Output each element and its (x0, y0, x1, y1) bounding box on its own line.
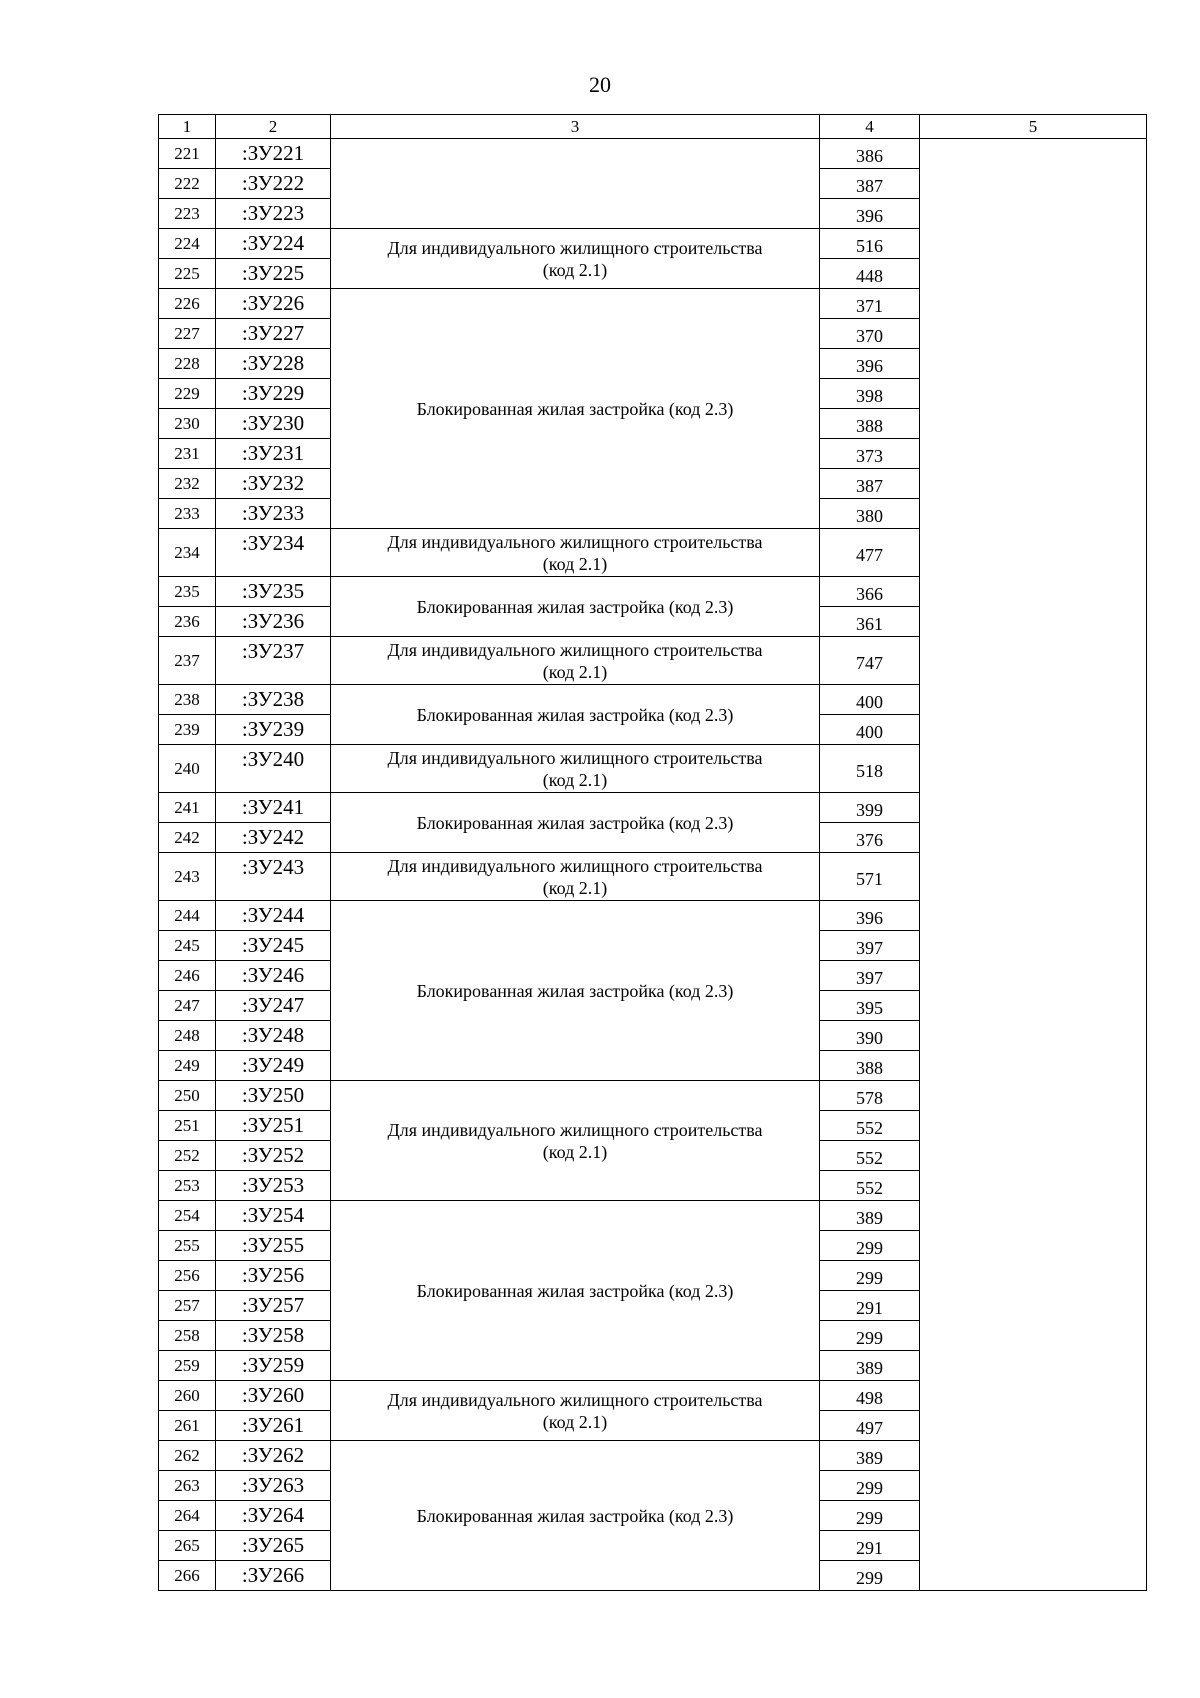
plot-code: :ЗУ238 (216, 685, 331, 715)
plot-code: :ЗУ226 (216, 289, 331, 319)
permitted-use-line: (код 2.1) (542, 877, 608, 898)
row-number: 226 (159, 289, 216, 319)
plot-code: :ЗУ224 (216, 229, 331, 259)
plot-area: 376 (820, 823, 920, 853)
row-number: 256 (159, 1261, 216, 1291)
plot-area: 371 (820, 289, 920, 319)
plot-area: 395 (820, 991, 920, 1021)
plot-code: :ЗУ236 (216, 607, 331, 637)
permitted-use-line: Блокированная жилая застройка (код 2.3) (416, 1280, 734, 1301)
row-number: 234 (159, 529, 216, 577)
plot-code: :ЗУ235 (216, 577, 331, 607)
plot-area: 388 (820, 409, 920, 439)
permitted-use (331, 793, 820, 853)
permitted-use (331, 745, 820, 793)
permitted-use (331, 637, 820, 685)
plot-code: :ЗУ244 (216, 901, 331, 931)
row-number: 261 (159, 1411, 216, 1441)
row-number: 225 (159, 259, 216, 289)
row-number: 258 (159, 1321, 216, 1351)
row-number: 264 (159, 1501, 216, 1531)
row-number: 227 (159, 319, 216, 349)
table-row (159, 139, 1147, 169)
plot-area: 389 (820, 1351, 920, 1381)
plot-code: :ЗУ249 (216, 1051, 331, 1081)
row-number: 235 (159, 577, 216, 607)
plot-area: 400 (820, 715, 920, 745)
row-number: 222 (159, 169, 216, 199)
plot-area: 390 (820, 1021, 920, 1051)
plot-area: 552 (820, 1171, 920, 1201)
row-number: 228 (159, 349, 216, 379)
permitted-use-line: Для индивидуального жилищного строительства (387, 531, 763, 552)
row-number: 240 (159, 745, 216, 793)
plot-code: :ЗУ247 (216, 991, 331, 1021)
plot-area: 498 (820, 1381, 920, 1411)
plot-area: 571 (820, 853, 920, 901)
permitted-use (331, 901, 820, 1081)
plot-area: 552 (820, 1141, 920, 1171)
row-number: 247 (159, 991, 216, 1021)
plot-code: :ЗУ265 (216, 1531, 331, 1561)
permitted-use (331, 853, 820, 901)
plot-code: :ЗУ240 (216, 745, 331, 793)
plot-area: 388 (820, 1051, 920, 1081)
header-row (159, 115, 1147, 139)
plot-code: :ЗУ243 (216, 853, 331, 901)
permitted-use-line: Блокированная жилая застройка (код 2.3) (416, 812, 734, 833)
plot-area: 389 (820, 1201, 920, 1231)
row-number: 259 (159, 1351, 216, 1381)
permitted-use (331, 685, 820, 745)
plot-area: 396 (820, 199, 920, 229)
plot-area: 400 (820, 685, 920, 715)
plot-code: :ЗУ250 (216, 1081, 331, 1111)
plot-code: :ЗУ245 (216, 931, 331, 961)
permitted-use-line: Для индивидуального жилищного строительства (387, 1389, 763, 1410)
permitted-use-line: Блокированная жилая застройка (код 2.3) (416, 980, 734, 1001)
table-body (159, 115, 1147, 1591)
permitted-use-line: (код 2.1) (542, 1141, 608, 1162)
header-col-5: 5 (920, 115, 1147, 139)
permitted-use-line: (код 2.1) (542, 259, 608, 280)
row-number: 245 (159, 931, 216, 961)
permitted-use-line: Для индивидуального жилищного строительства (387, 1119, 763, 1140)
row-number: 262 (159, 1441, 216, 1471)
plot-area: 373 (820, 439, 920, 469)
plot-area: 299 (820, 1231, 920, 1261)
plot-code: :ЗУ257 (216, 1291, 331, 1321)
plot-area: 497 (820, 1411, 920, 1441)
plot-area: 397 (820, 931, 920, 961)
row-number: 255 (159, 1231, 216, 1261)
permitted-use-line: Блокированная жилая застройка (код 2.3) (416, 704, 734, 725)
permitted-use (331, 1081, 820, 1201)
plot-area: 387 (820, 469, 920, 499)
plot-area: 396 (820, 901, 920, 931)
plot-code: :ЗУ228 (216, 349, 331, 379)
plot-code: :ЗУ252 (216, 1141, 331, 1171)
row-number: 238 (159, 685, 216, 715)
permitted-use (331, 229, 820, 289)
page-number: 20 (589, 72, 611, 97)
header-col-2: 2 (216, 115, 331, 139)
plot-area: 299 (820, 1561, 920, 1591)
plot-code: :ЗУ237 (216, 637, 331, 685)
plot-code: :ЗУ255 (216, 1231, 331, 1261)
row-number: 260 (159, 1381, 216, 1411)
permitted-use (331, 1201, 820, 1381)
row-number: 239 (159, 715, 216, 745)
row-number: 242 (159, 823, 216, 853)
plot-area: 299 (820, 1471, 920, 1501)
plot-area: 747 (820, 637, 920, 685)
plot-area: 366 (820, 577, 920, 607)
permitted-use-line: Блокированная жилая застройка (код 2.3) (416, 596, 734, 617)
plot-code: :ЗУ259 (216, 1351, 331, 1381)
row-number: 254 (159, 1201, 216, 1231)
plot-area: 518 (820, 745, 920, 793)
row-number: 223 (159, 199, 216, 229)
plot-area: 477 (820, 529, 920, 577)
plot-area: 552 (820, 1111, 920, 1141)
plot-area: 299 (820, 1501, 920, 1531)
permitted-use-line: Блокированная жилая застройка (код 2.3) (416, 1505, 734, 1526)
row-number: 257 (159, 1291, 216, 1321)
plot-code: :ЗУ264 (216, 1501, 331, 1531)
permitted-use (331, 289, 820, 529)
permitted-use (331, 577, 820, 637)
row-number: 244 (159, 901, 216, 931)
notes-column (920, 139, 1147, 1591)
plot-code: :ЗУ230 (216, 409, 331, 439)
row-number: 241 (159, 793, 216, 823)
row-number: 232 (159, 469, 216, 499)
land-plots-table (158, 114, 1147, 1591)
plot-area: 578 (820, 1081, 920, 1111)
plot-code: :ЗУ266 (216, 1561, 331, 1591)
row-number: 230 (159, 409, 216, 439)
plot-area: 516 (820, 229, 920, 259)
permitted-use-line: Для индивидуального жилищного строительства (387, 855, 763, 876)
row-number: 243 (159, 853, 216, 901)
permitted-use-line: (код 2.1) (542, 553, 608, 574)
plot-code: :ЗУ246 (216, 961, 331, 991)
permitted-use (331, 1441, 820, 1591)
permitted-use-line: Для индивидуального жилищного строительства (387, 639, 763, 660)
plot-code: :ЗУ262 (216, 1441, 331, 1471)
plot-area: 389 (820, 1441, 920, 1471)
permitted-use-line: (код 2.1) (542, 661, 608, 682)
row-number: 263 (159, 1471, 216, 1501)
permitted-use-line: Блокированная жилая застройка (код 2.3) (416, 398, 734, 419)
header-col-3: 3 (331, 115, 820, 139)
row-number: 229 (159, 379, 216, 409)
plot-area: 387 (820, 169, 920, 199)
row-number: 249 (159, 1051, 216, 1081)
plot-area: 299 (820, 1261, 920, 1291)
permitted-use (331, 529, 820, 577)
plot-code: :ЗУ222 (216, 169, 331, 199)
plot-code: :ЗУ234 (216, 529, 331, 577)
row-number: 224 (159, 229, 216, 259)
row-number: 250 (159, 1081, 216, 1111)
plot-code: :ЗУ225 (216, 259, 331, 289)
permitted-use (331, 1381, 820, 1441)
row-number: 237 (159, 637, 216, 685)
row-number: 265 (159, 1531, 216, 1561)
plot-area: 370 (820, 319, 920, 349)
plot-code: :ЗУ258 (216, 1321, 331, 1351)
plot-code: :ЗУ251 (216, 1111, 331, 1141)
row-number: 248 (159, 1021, 216, 1051)
plot-code: :ЗУ248 (216, 1021, 331, 1051)
plot-code: :ЗУ227 (216, 319, 331, 349)
plot-area: 386 (820, 139, 920, 169)
row-number: 236 (159, 607, 216, 637)
plot-code: :ЗУ254 (216, 1201, 331, 1231)
plot-code: :ЗУ263 (216, 1471, 331, 1501)
plot-code: :ЗУ256 (216, 1261, 331, 1291)
permitted-use-line: Для индивидуального жилищного строительства (387, 747, 763, 768)
plot-code: :ЗУ239 (216, 715, 331, 745)
plot-area: 361 (820, 607, 920, 637)
row-number: 231 (159, 439, 216, 469)
plot-code: :ЗУ231 (216, 439, 331, 469)
plot-area: 448 (820, 259, 920, 289)
plot-code: :ЗУ233 (216, 499, 331, 529)
permitted-use-line: (код 2.1) (542, 769, 608, 790)
row-number: 253 (159, 1171, 216, 1201)
row-number: 251 (159, 1111, 216, 1141)
plot-code: :ЗУ253 (216, 1171, 331, 1201)
row-number: 252 (159, 1141, 216, 1171)
plot-code: :ЗУ242 (216, 823, 331, 853)
header-col-1: 1 (159, 115, 216, 139)
plot-area: 380 (820, 499, 920, 529)
row-number: 233 (159, 499, 216, 529)
plot-code: :ЗУ261 (216, 1411, 331, 1441)
row-number: 246 (159, 961, 216, 991)
plot-code: :ЗУ241 (216, 793, 331, 823)
plot-area: 291 (820, 1291, 920, 1321)
plot-area: 299 (820, 1321, 920, 1351)
permitted-use-line: Для индивидуального жилищного строительства (387, 237, 763, 258)
plot-area: 396 (820, 349, 920, 379)
plot-area: 398 (820, 379, 920, 409)
plot-area: 399 (820, 793, 920, 823)
plot-code: :ЗУ232 (216, 469, 331, 499)
permitted-use-line: (код 2.1) (542, 1411, 608, 1432)
plot-code: :ЗУ260 (216, 1381, 331, 1411)
plot-code: :ЗУ229 (216, 379, 331, 409)
header-col-4: 4 (820, 115, 920, 139)
row-number: 266 (159, 1561, 216, 1591)
plot-area: 397 (820, 961, 920, 991)
plot-area: 291 (820, 1531, 920, 1561)
row-number: 221 (159, 139, 216, 169)
permitted-use (331, 139, 820, 229)
plot-code: :ЗУ223 (216, 199, 331, 229)
plot-code: :ЗУ221 (216, 139, 331, 169)
